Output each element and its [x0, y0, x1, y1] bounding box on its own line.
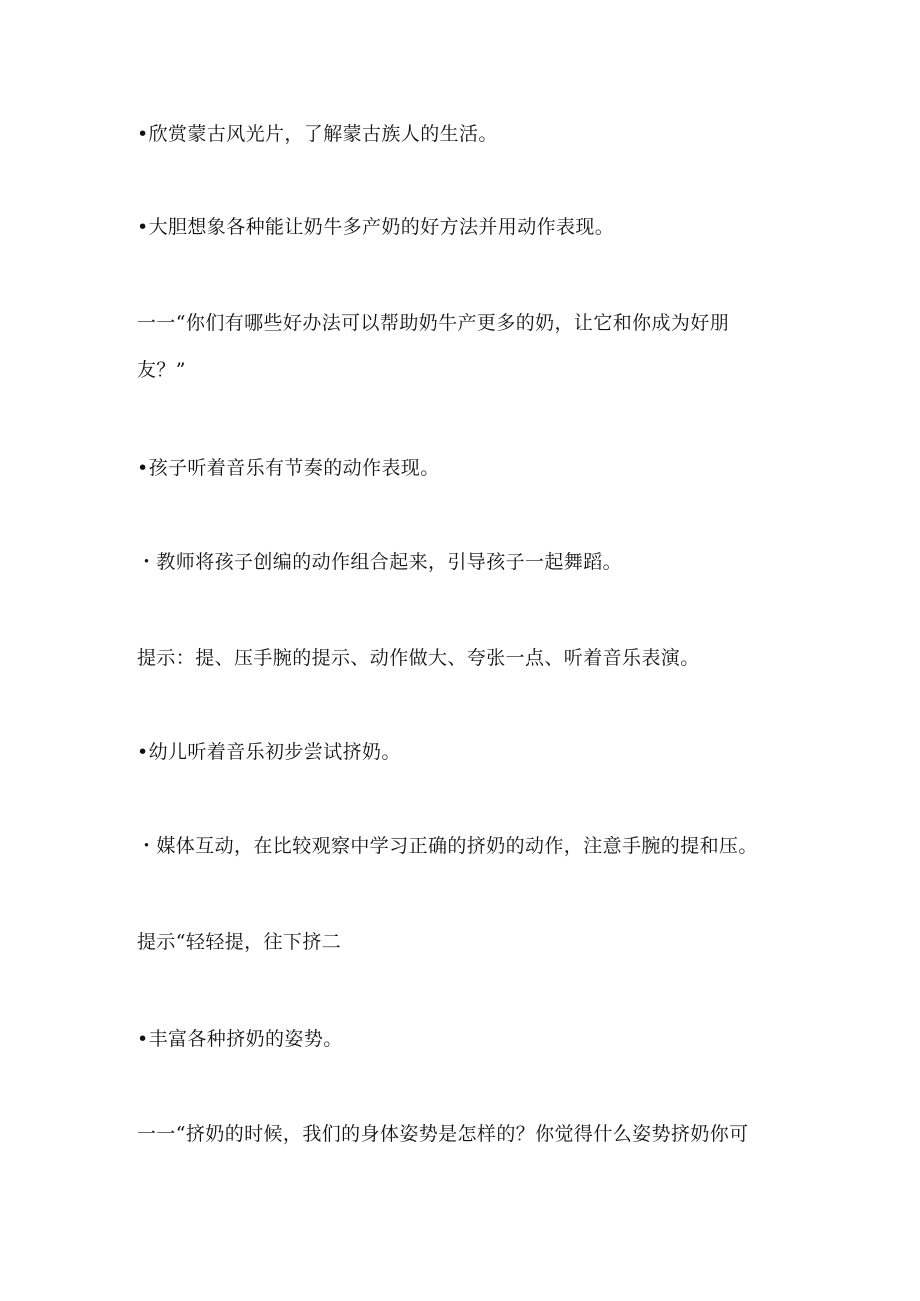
bullet-teacher-combines-movements: ・教师将孩子创编的动作组合起来，引导孩子一起舞蹈。	[137, 551, 623, 573]
teacher-question-line-2: 友？”	[137, 359, 186, 381]
bullet-try-milking: •幼儿听着音乐初步尝试挤奶。	[137, 741, 401, 763]
tip-lift-and-squeeze: 提示“轻轻提，往下挤二	[137, 931, 342, 953]
bullet-rhythmic-movement: •孩子听着音乐有节奏的动作表现。	[137, 457, 440, 479]
bullet-media-interaction: ・媒体互动，在比较观察中学习正确的挤奶的动作，注意手腕的提和压。	[137, 835, 758, 857]
bullet-imagine-methods: •大胆想象各种能让奶牛多产奶的好方法并用动作表现。	[137, 216, 615, 238]
bullet-milking-postures: •丰富各种挤奶的姿势。	[137, 1028, 343, 1050]
tip-wrist-movement: 提示：提、压手腕的提示、动作做大、夸张一点、听着音乐表演。	[137, 647, 700, 669]
bullet-appreciate-mongolian-scenery: •欣赏蒙古风光片，了解蒙古族人的生活。	[137, 123, 498, 145]
teacher-question-line-1: 一一“你们有哪些好办法可以帮助奶牛产更多的奶，让它和你成为好朋	[137, 312, 730, 334]
teacher-question-posture: 一一“挤奶的时候，我们的身体姿势是怎样的？你觉得什么姿势挤奶你可	[137, 1123, 749, 1145]
